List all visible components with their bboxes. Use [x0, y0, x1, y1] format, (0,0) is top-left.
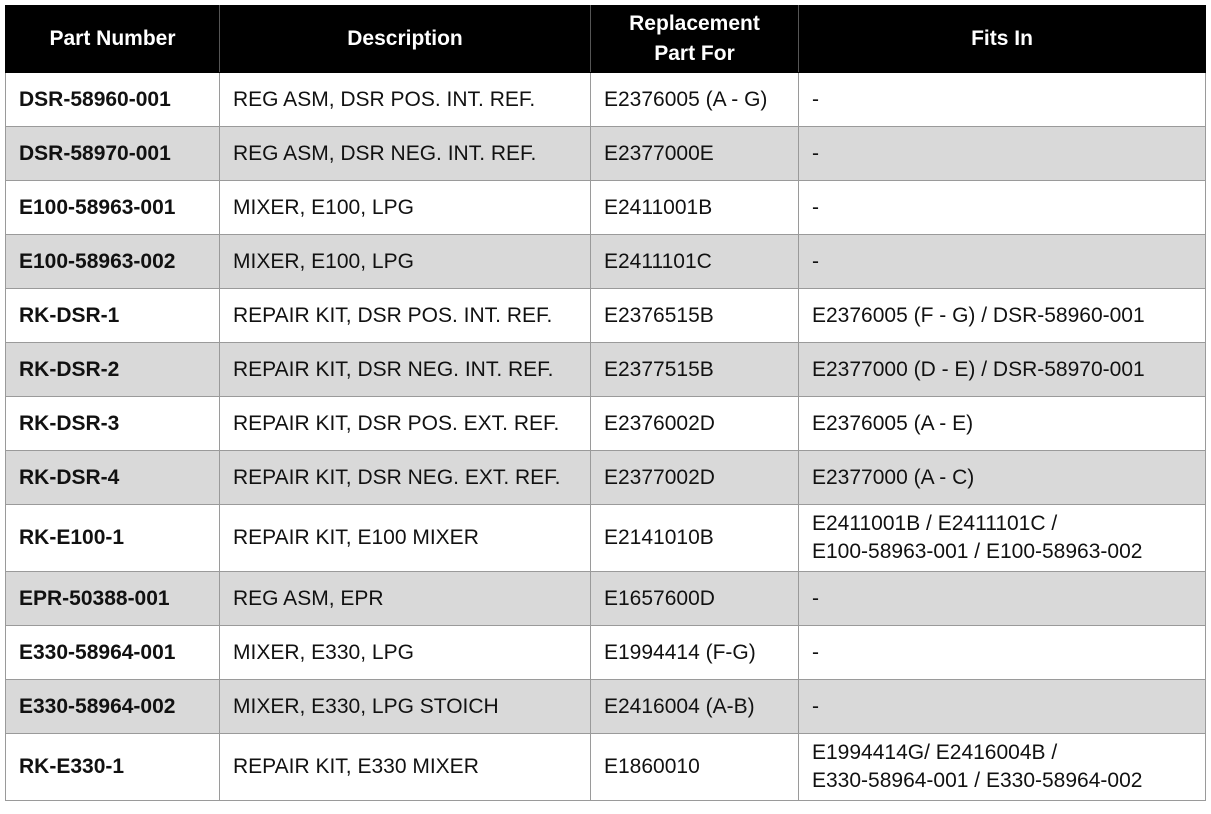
- fits-in-line: -: [812, 694, 819, 718]
- table-row: [6, 181, 1206, 235]
- part-number-cell: DSR-58960-001: [6, 73, 220, 127]
- fits-in-cell: [799, 572, 1206, 626]
- replacement-part-cell: E2377002D: [591, 451, 799, 505]
- fits-in-line: -: [812, 586, 819, 610]
- fits-in-cell: [799, 626, 1206, 680]
- replacement-part-cell: E2377000E: [591, 127, 799, 181]
- fits-in-cell: [799, 680, 1206, 734]
- fits-in-line: -: [812, 249, 819, 273]
- part-number-cell: E100-58963-001: [6, 181, 220, 235]
- fits-in-cell: [799, 397, 1206, 451]
- table-row: [6, 73, 1206, 127]
- description-cell: REG ASM, EPR: [220, 572, 591, 626]
- replacement-part-cell: E1860010: [591, 734, 799, 801]
- replacement-part-cell: E2411001B: [591, 181, 799, 235]
- table-row: [6, 235, 1206, 289]
- header-row: [6, 6, 1206, 73]
- table-row: [6, 572, 1206, 626]
- description-cell: REPAIR KIT, DSR POS. EXT. REF.: [220, 397, 591, 451]
- replacement-part-cell: E2376005 (A - G): [591, 73, 799, 127]
- replacement-part-cell: E2411101C: [591, 235, 799, 289]
- fits-in-line: -: [812, 141, 819, 165]
- replacement-part-cell: E2141010B: [591, 505, 799, 572]
- part-number-cell: RK-DSR-1: [6, 289, 220, 343]
- header-replacement-line2: Part For: [654, 42, 735, 65]
- header-description: Description: [220, 6, 591, 73]
- part-number-cell: DSR-58970-001: [6, 127, 220, 181]
- description-cell: REG ASM, DSR POS. INT. REF.: [220, 73, 591, 127]
- fits-in-cell: [799, 289, 1206, 343]
- fits-in-cell: [799, 343, 1206, 397]
- header-replacement-line1: Replacement: [629, 12, 760, 35]
- description-cell: REPAIR KIT, DSR POS. INT. REF.: [220, 289, 591, 343]
- part-number-cell: RK-E330-1: [6, 734, 220, 801]
- description-cell: MIXER, E100, LPG: [220, 181, 591, 235]
- fits-in-cell: [799, 73, 1206, 127]
- table-row: [6, 505, 1206, 572]
- table-row: [6, 626, 1206, 680]
- description-cell: REPAIR KIT, E100 MIXER: [220, 505, 591, 572]
- fits-in-cell: [799, 235, 1206, 289]
- fits-in-line: E100-58963-001 / E100-58963-002: [812, 540, 1143, 563]
- part-number-cell: RK-DSR-2: [6, 343, 220, 397]
- fits-in-cell: [799, 451, 1206, 505]
- header-fits-in: Fits In: [799, 6, 1206, 73]
- fits-in-line: E2377000 (D - E) / DSR-58970-001: [812, 357, 1145, 381]
- replacement-part-cell: E2416004 (A-B): [591, 680, 799, 734]
- part-number-cell: E330-58964-002: [6, 680, 220, 734]
- description-cell: REPAIR KIT, DSR NEG. INT. REF.: [220, 343, 591, 397]
- fits-in-line: E2376005 (F - G) / DSR-58960-001: [812, 303, 1145, 327]
- description-cell: MIXER, E100, LPG: [220, 235, 591, 289]
- table-row: [6, 397, 1206, 451]
- fits-in-line: E2376005 (A - E): [812, 411, 974, 435]
- description-cell: MIXER, E330, LPG: [220, 626, 591, 680]
- table-body: [6, 73, 1206, 801]
- fits-in-line: E2377000 (A - C): [812, 465, 975, 489]
- fits-in-cell: [799, 505, 1206, 572]
- table-row: [6, 289, 1206, 343]
- replacement-part-cell: E2376002D: [591, 397, 799, 451]
- part-number-cell: RK-DSR-3: [6, 397, 220, 451]
- fits-in-cell: [799, 127, 1206, 181]
- replacement-part-cell: E1994414 (F-G): [591, 626, 799, 680]
- table-header: [6, 6, 1206, 73]
- table-row: [6, 734, 1206, 801]
- table-row: [6, 451, 1206, 505]
- description-cell: MIXER, E330, LPG STOICH: [220, 680, 591, 734]
- part-number-cell: EPR-50388-001: [6, 572, 220, 626]
- fits-in-cell: [799, 181, 1206, 235]
- parts-table: [5, 5, 1206, 801]
- description-cell: REPAIR KIT, E330 MIXER: [220, 734, 591, 801]
- part-number-cell: RK-DSR-4: [6, 451, 220, 505]
- header-part-number: Part Number: [6, 6, 220, 73]
- fits-in-line: -: [812, 195, 819, 219]
- table-row: [6, 127, 1206, 181]
- table-row: [6, 343, 1206, 397]
- fits-in-cell: [799, 734, 1206, 801]
- fits-in-line: -: [812, 640, 819, 664]
- fits-in-line: E330-58964-001 / E330-58964-002: [812, 769, 1143, 792]
- description-cell: REPAIR KIT, DSR NEG. EXT. REF.: [220, 451, 591, 505]
- parts-table-container: [5, 5, 1205, 801]
- part-number-cell: E330-58964-001: [6, 626, 220, 680]
- table-row: [6, 680, 1206, 734]
- part-number-cell: E100-58963-002: [6, 235, 220, 289]
- fits-in-line: E1994414G/ E2416004B /: [812, 741, 1058, 764]
- replacement-part-cell: E1657600D: [591, 572, 799, 626]
- part-number-cell: RK-E100-1: [6, 505, 220, 572]
- replacement-part-cell: E2376515B: [591, 289, 799, 343]
- fits-in-line: -: [812, 87, 819, 111]
- fits-in-line: E2411001B / E2411101C /: [812, 512, 1058, 535]
- replacement-part-cell: E2377515B: [591, 343, 799, 397]
- header-replacement-part-for: [591, 6, 799, 73]
- description-cell: REG ASM, DSR NEG. INT. REF.: [220, 127, 591, 181]
